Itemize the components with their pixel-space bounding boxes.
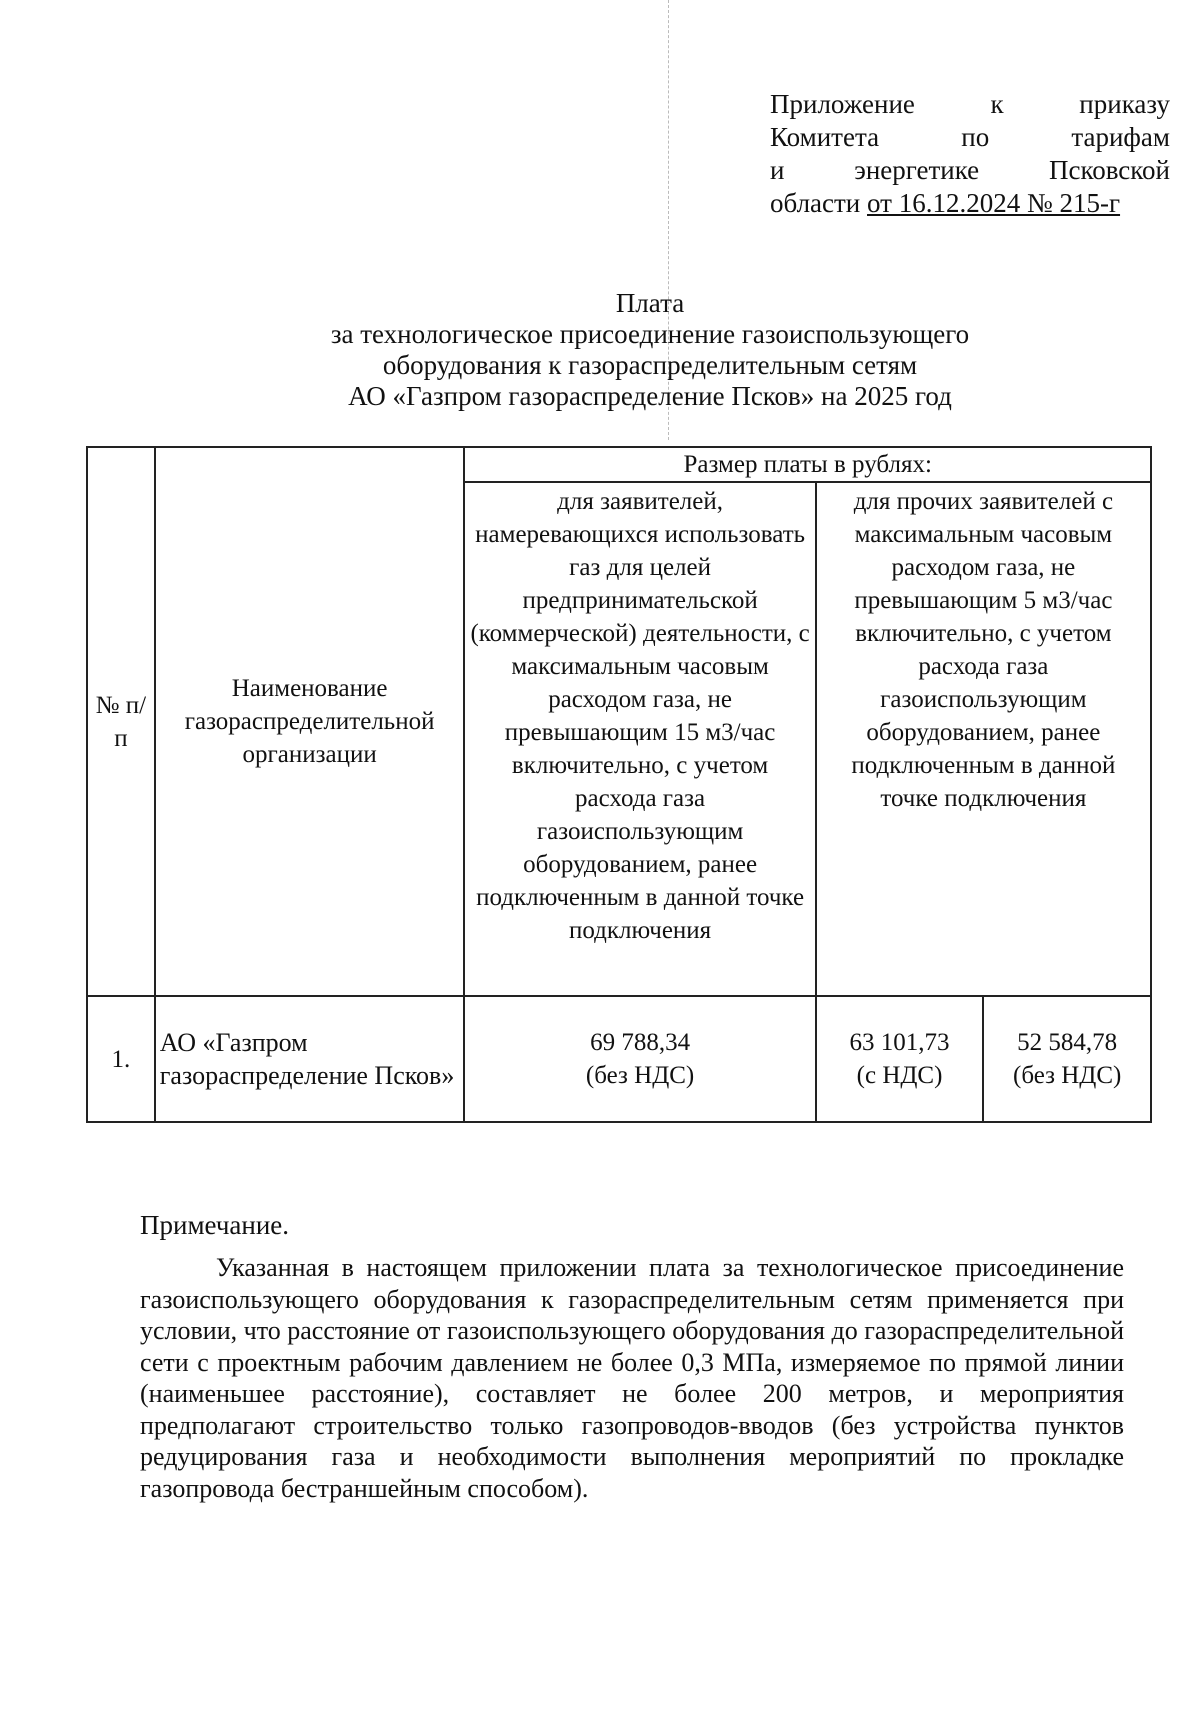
- appendix-line-1: [770, 88, 1170, 121]
- header-fee-other: для прочих заявителей с максимальным часовым расходом газа, не превышающим 5 м3/час включительно, с учетом расхода газа газоиспользующим оборудованием, ранее подключенным в данной точке подключения: [816, 482, 1151, 996]
- fee-value: 63 101,73: [849, 1029, 950, 1056]
- header-fee-commercial: для заявителей, намеревающихся использовать газ для целей предпринимательской (коммерческой) деятельности, с максимальным часовым расходом газа, не превышающим 15 м3/час включительно, с учетом расхода газа газоиспользующим оборудованием, ранее подключенным в данной точке подключения: [464, 482, 815, 996]
- title-line-1: Плата: [615, 288, 685, 318]
- row-fee-other-without-vat: [983, 996, 1151, 1122]
- appendix-region: области: [770, 188, 868, 218]
- appendix-word: энергетике: [854, 155, 980, 185]
- table-header-row: [87, 447, 1151, 482]
- title-line-2: за технологическое присоединение газоиспользующего: [330, 319, 970, 349]
- fee-value: 69 788,34: [590, 1029, 691, 1056]
- appendix-line-2: [770, 121, 1170, 154]
- appendix-word: и: [770, 155, 785, 185]
- appendix-word: по: [961, 122, 990, 152]
- fee-vat-note: (без НДС): [1013, 1062, 1122, 1089]
- note-text: Указанная в настоящем приложении плата за технологическое присоединение газоиспользующего оборудования к газораспределительным сетям применяется при условии, что расстояние от газоиспользующего оборудования до газораспределительной сети с проектным рабочим давлением не более 0,3 МПа, измеряемое по прямой линии (наименьшее расстояние), составляет не более 200 метров, и мероприятия предполагают строительство только газопроводов-вводов (без устройства пунктов редуцирования газа и необходимости выполнения мероприятий по прокладке газопровода бестраншейным способом).: [140, 1253, 1124, 1503]
- appendix-reference: [770, 88, 1170, 220]
- title-line-3: оборудования к газораспределительным сетям: [382, 350, 918, 380]
- row-number: 1.: [87, 996, 155, 1122]
- appendix-word: приказу: [1079, 89, 1170, 119]
- fee-value: 52 584,78: [1017, 1029, 1118, 1056]
- title-line-4: АО «Газпром газораспределение Псков» на 2025 год: [348, 381, 952, 411]
- fee-table: [86, 446, 1152, 1123]
- appendix-word: Комитета: [770, 122, 880, 152]
- header-organization: Наименование газораспределительной организации: [155, 447, 465, 996]
- row-fee-commercial: [464, 996, 815, 1122]
- document-title: [250, 288, 1050, 412]
- fee-vat-note: (без НДС): [585, 1062, 695, 1089]
- note-heading: Примечание.: [140, 1210, 290, 1240]
- appendix-word: Приложение: [770, 89, 915, 119]
- row-fee-other-with-vat: [816, 996, 984, 1122]
- appendix-line-4: [770, 187, 1170, 220]
- appendix-line-3: [770, 154, 1170, 187]
- appendix-word: тарифам: [1071, 122, 1170, 152]
- table-row: [87, 996, 1151, 1122]
- appendix-word: Псковской: [1048, 155, 1170, 185]
- order-number: от 16.12.2024 № 215-г: [867, 188, 1121, 218]
- appendix-word: к: [990, 89, 1004, 119]
- header-number: № п/п: [87, 447, 155, 996]
- header-fee-group: Размер платы в рублях:: [464, 447, 1151, 482]
- fee-vat-note: (с НДС): [856, 1062, 943, 1089]
- row-organization: АО «Газпром газораспределение Псков»: [155, 996, 465, 1122]
